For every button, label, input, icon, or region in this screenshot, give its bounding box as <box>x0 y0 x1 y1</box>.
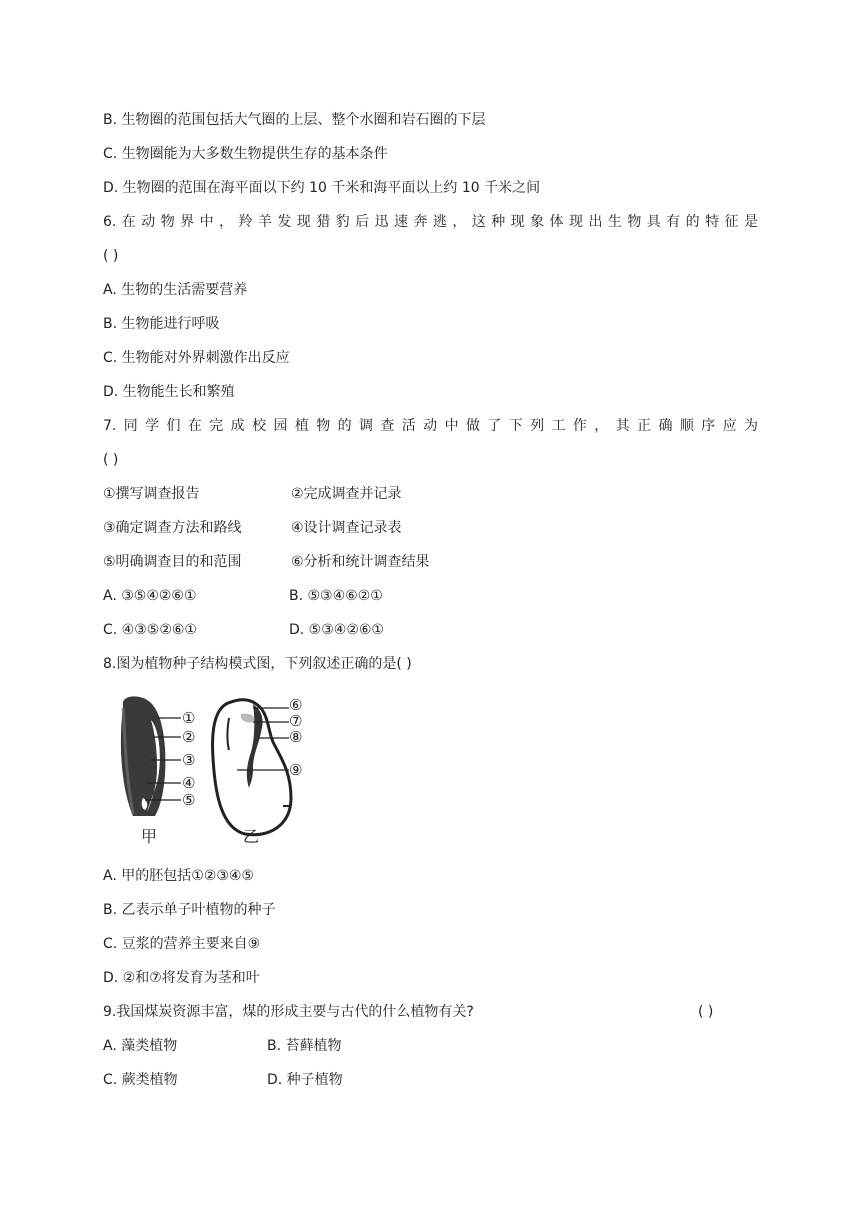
mark-7: ⑦ <box>289 712 303 730</box>
seed-yi-drawing <box>213 700 291 835</box>
q8-option-d: D. ②和⑦将发育为茎和叶 <box>103 970 260 986</box>
q8-option-a: A. 甲的胚包括①②③④⑤ <box>103 868 254 884</box>
q7-step-5: ⑤明确调查目的和范围 <box>103 554 242 570</box>
q9-option-d: D. 种子植物 <box>267 1072 343 1088</box>
mark-4: ④ <box>182 774 196 792</box>
mark-2: ② <box>182 728 196 746</box>
mark-1: ① <box>182 709 196 727</box>
q7-option-c: C. ④③⑤②⑥① <box>103 622 197 638</box>
q6-option-c: C. 生物能对外界刺激作出反应 <box>103 350 290 366</box>
q9-option-a: A. 藻类植物 <box>103 1038 178 1054</box>
mark-5: ⑤ <box>182 791 196 809</box>
q6-answer-paren: ( ) <box>103 248 119 264</box>
q6-option-b: B. 生物能进行呼吸 <box>103 316 220 332</box>
q7-stem: 7.同学们在完成校园植物的调查活动中做了下列工作，其正确顺序应为 <box>103 418 758 434</box>
q5-option-d: D. 生物圈的范围在海平面以下约 10 千米和海平面以上约 10 千米之间 <box>103 180 541 196</box>
seed-jia-drawing <box>121 696 165 816</box>
q8-option-c: C. 豆浆的营养主要来自⑨ <box>103 936 261 952</box>
q7-answer-paren: ( ) <box>103 452 119 468</box>
q7-option-d: D. ⑤③④②⑥① <box>289 622 384 638</box>
mark-3: ③ <box>182 751 196 769</box>
mark-8: ⑧ <box>289 728 303 746</box>
q7-step-1: ①撰写调查报告 <box>103 486 200 502</box>
mark-9: ⑨ <box>289 761 303 779</box>
q9-stem: 9.我国煤炭资源丰富，煤的形成主要与古代的什么植物有关? <box>103 1004 474 1020</box>
q8-option-b: B. 乙表示单子叶植物的种子 <box>103 902 276 918</box>
q7-step-3: ③确定调查方法和路线 <box>103 520 242 536</box>
q7-option-a: A. ③⑤④②⑥① <box>103 588 197 604</box>
label-jia: 甲 <box>141 827 158 844</box>
q5-option-c: C. 生物圈能为大多数生物提供生存的基本条件 <box>103 146 388 162</box>
q7-step-2: ②完成调查并记录 <box>291 486 402 502</box>
q5-option-b: B. 生物圈的范围包括大气圈的上层、整个水圈和岩石圈的下层 <box>103 112 486 128</box>
q9-option-c: C. 蕨类植物 <box>103 1072 178 1088</box>
mark-6: ⑥ <box>289 696 303 714</box>
q9-answer-paren: ( ) <box>698 1004 714 1020</box>
q7-step-4: ④设计调查记录表 <box>291 520 402 536</box>
seed-structure-figure <box>103 688 303 844</box>
q6-option-d: D. 生物能生长和繁殖 <box>103 384 235 400</box>
q6-option-a: A. 生物的生活需要营养 <box>103 282 248 298</box>
q7-step-6: ⑥分析和统计调查结果 <box>291 554 430 570</box>
q6-stem: 6.在动物界中，羚羊发现猎豹后迅速奔逃，这种现象体现出生物具有的特征是 <box>103 214 758 230</box>
q8-stem: 8.图为植物种子结构模式图，下列叙述正确的是( ) <box>103 656 412 672</box>
q7-option-b: B. ⑤③④⑥②① <box>289 588 383 604</box>
q9-option-b: B. 苔藓植物 <box>267 1038 342 1054</box>
label-yi: 乙 <box>243 827 260 844</box>
